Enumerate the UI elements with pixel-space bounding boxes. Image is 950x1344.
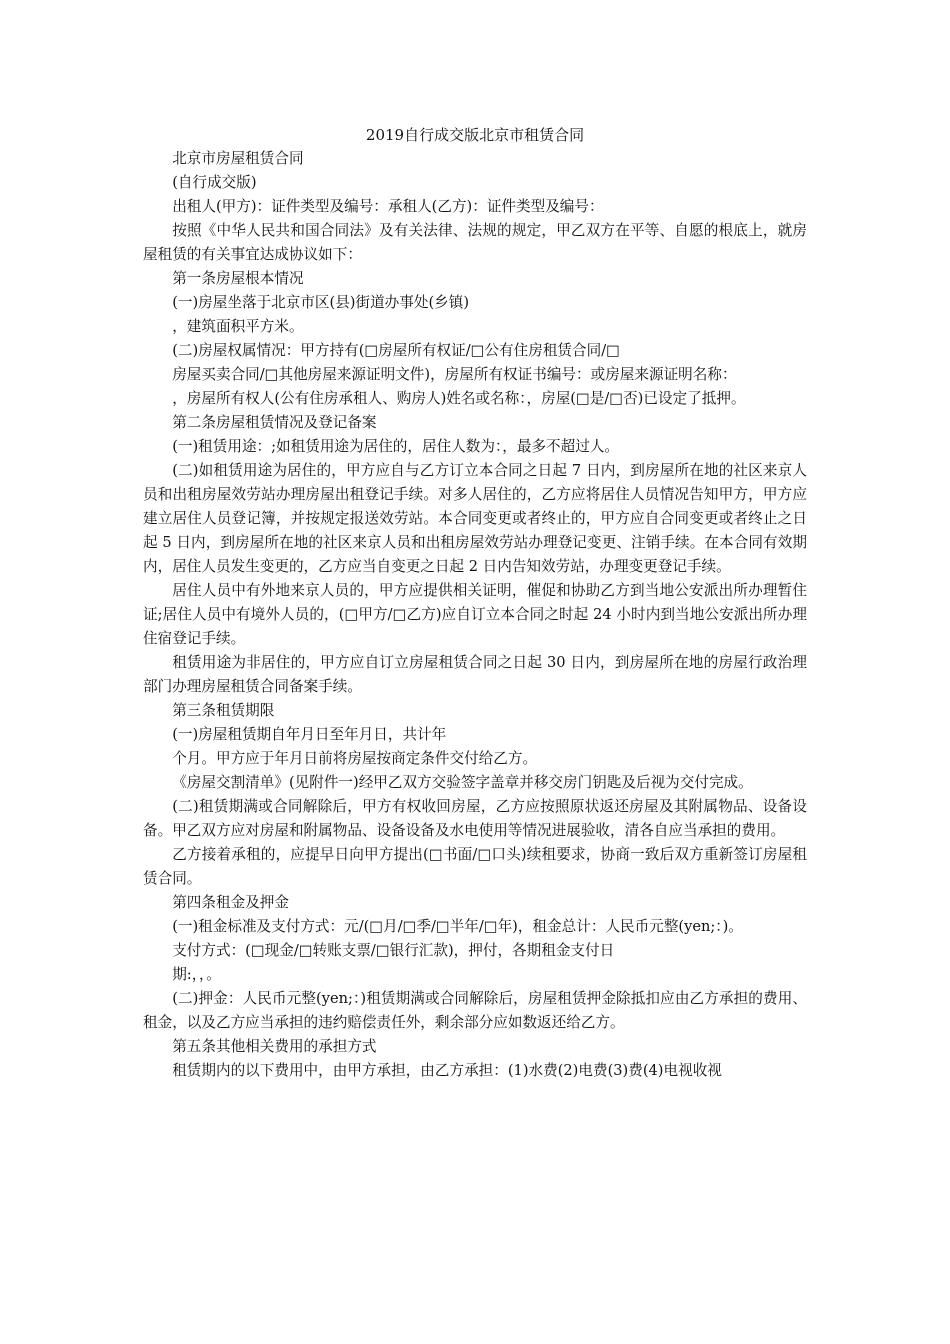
paragraph: (自行成交版) (172, 174, 257, 191)
document-title: 2019自行成交版北京市租赁合同 (365, 126, 585, 144)
paragraph: 出租人(甲方)：证件类型及编号：承租人(乙方)：证件类型及编号： (172, 198, 604, 215)
paragraph: (一)租赁用途：;如租赁用途为居住的，居住人数为：，最多不超过人。 (172, 438, 620, 455)
paragraph: (二)如租赁用途为居住的，甲方应自与乙方订立本合同之日起 7 日内，到房屋所在地的社区来京人员和出租房屋效劳站办理房屋出租登记手续。对多人居住的，乙方应将居住人员情况告知甲方，甲方应建立居住人员登记簿，并按规定报送效劳站。本合同变更或者终止的，甲方应自合同变更或者终止之日起 5 日内，到房屋所在地的社区来京人员和出租房屋效劳站办理登记变更、注销手续。在本合同有效期内，居住人员发生变更的，乙方应当自变更之日起 2 日内告知效劳站，办理变更登记手续。 (143, 462, 807, 575)
paragraph: 房屋买卖合同/□其他房屋来源证明文件)，房屋所有权证书编号：或房屋来源证明名称： (172, 366, 737, 383)
paragraph: 乙方接着承租的，应提早日向甲方提出(□书面/□口头)续租要求，协商一致后双方重新签订房屋租赁合同。 (143, 846, 807, 887)
paragraph: (一)租金标准及支付方式：元/(□月/□季/□半年/□年)，租金总计：人民币元整(yen;：)。 (172, 918, 743, 935)
paragraph: (二)租赁期满或合同解除后，甲方有权收回房屋，乙方应按照原状返还房屋及其附属物品、设备设备。甲乙双方应对房屋和附属物品、设备设备及水电使用等情况进展验收，清各自应当承担的费用。 (143, 798, 807, 839)
paragraph: 第二条房屋租赁情况及登记备案 (172, 414, 377, 431)
paragraph: 第五条其他相关费用的承担方式 (172, 1038, 377, 1055)
paragraph: 按照《中华人民共和国合同法》及有关法律、法规的规定，甲乙双方在平等、自愿的根底上，就房屋租赁的有关事宜达成协议如下： (143, 222, 807, 263)
paragraph: 北京市房屋租赁合同 (172, 150, 304, 167)
paragraph: 第三条租赁期限 (172, 702, 275, 719)
paragraph: (二)房屋权属情况：甲方持有(□房屋所有权证/□公有住房租赁合同/□ (172, 342, 620, 359)
paragraph: 个月。甲方应于年月日前将房屋按商定条件交付给乙方。 (172, 750, 538, 767)
paragraph: 第四条租金及押金 (172, 894, 289, 911)
paragraph: 租赁期内的以下费用中，由甲方承担，由乙方承担：(1)水费(2)电费(3)费(4)电视收视 (172, 1062, 722, 1079)
document-body (143, 123, 807, 1083)
paragraph: 期:，，。 (172, 966, 221, 983)
paragraph: 《房屋交割清单》(见附件一)经甲乙双方交验签字盖章并移交房门钥匙及后视为交付完成。 (172, 774, 753, 791)
paragraph: 支付方式：(□现金/□转账支票/□银行汇款)，押付，各期租金支付日 (172, 942, 615, 959)
paragraph: 租赁用途为非居住的，甲方应自订立房屋租赁合同之日起 30 日内，到房屋所在地的房屋行政治理部门办理房屋租赁合同备案手续。 (143, 654, 807, 695)
paragraph: 居住人员中有外地来京人员的，甲方应提供相关证明，催促和协助乙方到当地公安派出所办理暂住证;居住人员中有境外人员的，(□甲方/□乙方)应自订立本合同之时起 24 小时内到当地公安派出所办理住宿登记手续。 (143, 582, 807, 647)
paragraph-list (143, 147, 807, 1083)
paragraph: (二)押金：人民币元整(yen;：)租赁期满或合同解除后，房屋租赁押金除抵扣应由乙方承担的费用、租金，以及乙方应当承担的违约赔偿责任外，剩余部分应如数返还给乙方。 (143, 990, 807, 1031)
paragraph: ，建筑面积平方米。 (172, 318, 304, 335)
paragraph: (一)房屋租赁期自年月日至年月日，共计年 (172, 726, 447, 743)
paragraph: ，房屋所有权人(公有住房承租人、购房人)姓名或名称：，房屋(□是/□否)已设定了抵押。 (172, 390, 746, 407)
paragraph: (一)房屋坐落于北京市区(县)街道办事处(乡镇) (172, 294, 470, 311)
paragraph: 第一条房屋根本情况 (172, 270, 304, 287)
